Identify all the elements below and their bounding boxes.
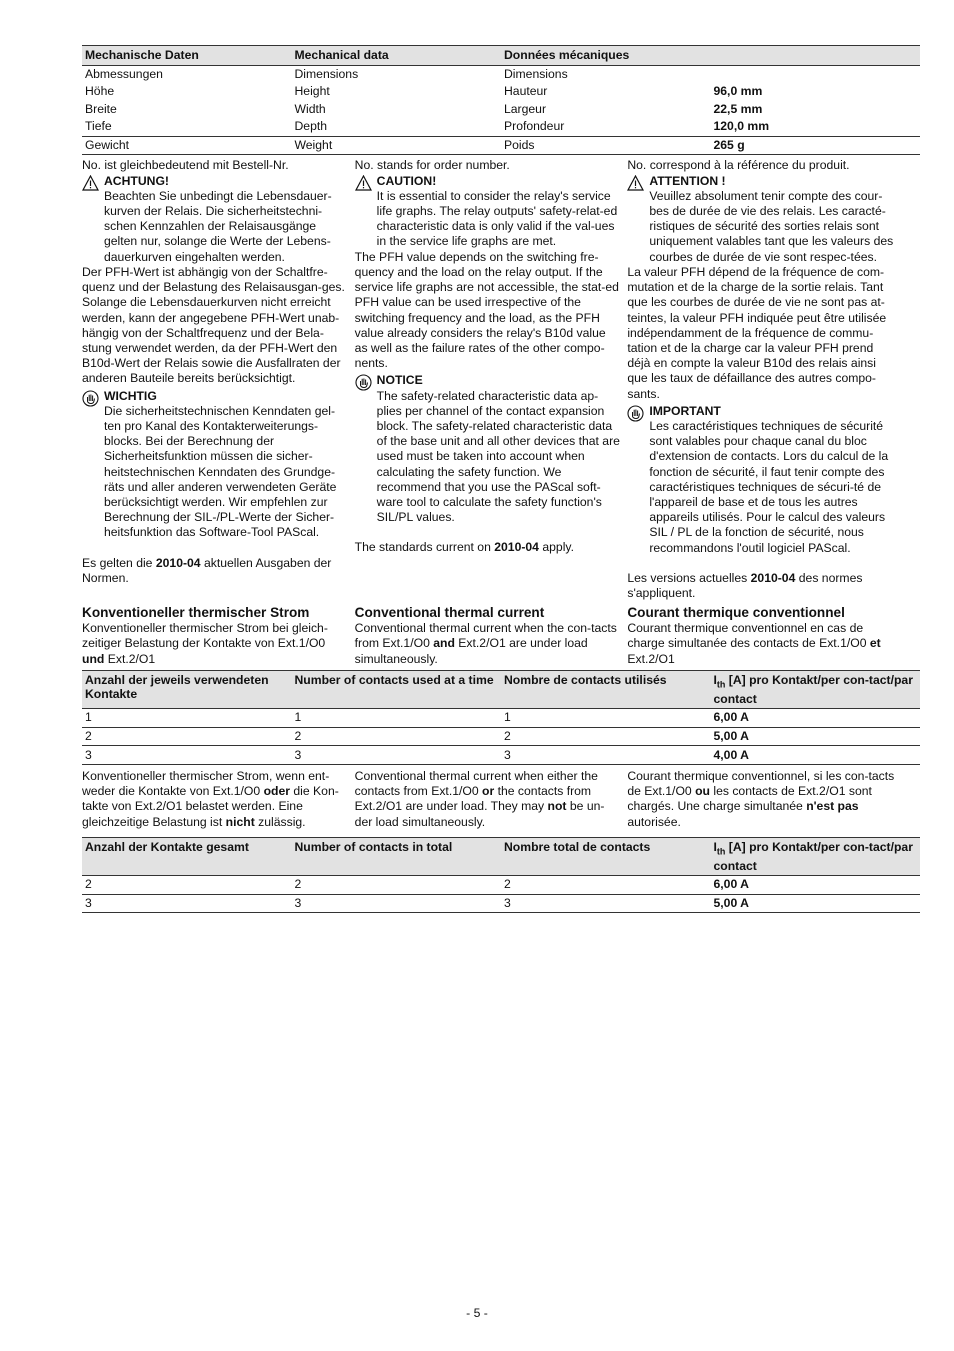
section-text-part: Konventioneller thermischer Strom, wenn ent-weder die Kontakte von Ext.1/O0 xyxy=(82,768,330,799)
standards-text: apply. xyxy=(538,540,574,555)
section-text xyxy=(355,621,622,667)
table-cell: Profondeur xyxy=(501,118,711,136)
section-title: Courant thermique conventionnel xyxy=(627,605,845,621)
table-header-cell: Données mécaniques xyxy=(501,46,711,66)
table-cell: 6,00 A xyxy=(711,876,921,895)
table-cell: Gewicht xyxy=(82,136,292,155)
order-number-note: No. correspond à la référence du produit. xyxy=(627,158,850,173)
mechanical-data-table xyxy=(82,45,920,155)
section-text-part: Conventional thermal current when the con-tacts from Ext.1/O0 xyxy=(354,621,617,651)
thermal-column-fr xyxy=(627,605,900,667)
table-cell: Dimensions xyxy=(294,66,359,81)
table-cell: 2 xyxy=(501,727,711,746)
section-text-bold: not xyxy=(547,799,567,814)
table-header-cell xyxy=(711,46,921,66)
ith-label: I xyxy=(713,839,717,854)
standards-date: 2010-04 xyxy=(155,555,201,570)
table-cell: 5,00 A xyxy=(711,894,921,913)
section-text-part: Ext.2/O1 xyxy=(627,651,675,666)
thermal-column-en xyxy=(355,605,628,667)
table-header-cell: Anzahl der Kontakte gesamt xyxy=(82,837,292,875)
section-text-part: Ext.2/O1 are under load simultaneously. xyxy=(354,636,588,666)
notice-title: NOTICE xyxy=(376,373,423,388)
table-cell: 3 xyxy=(501,894,711,913)
table-cell: 3 xyxy=(501,746,711,765)
caution-text: Beachten Sie unbedingt die Lebensdauer-kurven der Relais. Die sicherheitstechni-schen Kennzahlen der Relaisausgänge gelten nur, solange die Werte der Lebens-dauerkurven eingehalten werden. xyxy=(104,188,332,264)
table-cell: Weight xyxy=(292,136,502,155)
section-text-bold: et xyxy=(869,636,881,651)
notice-text: Les caractéristiques techniques de sécurité sont valables pour chaque canal du bloc d'extension de contacts. Lors du calcul de la fonction de sécurité, il faut tenir compte des caractéristiques techniques de sécuri-té de l'appareil de base et de tous les autres appareils utilisés. Pour le calcul des valeurs SIL / PL de la fonction de sécurité, nous recommandons l'outil logiciel PAScal. xyxy=(649,418,889,555)
table-cell: 3 xyxy=(82,746,292,765)
page-number: - 5 - xyxy=(466,1306,488,1320)
table-row xyxy=(82,83,920,101)
table-row xyxy=(82,65,920,83)
either-column-fr xyxy=(627,769,900,830)
table-row xyxy=(82,727,920,746)
table-header-cell xyxy=(711,670,921,708)
caution-block xyxy=(627,174,896,265)
warning-triangle-icon xyxy=(355,174,377,250)
caution-title: ACHTUNG! xyxy=(104,173,169,188)
ith-label-rest: [A] pro Kontakt/per con-tact/par contact xyxy=(713,672,913,706)
notice-title: IMPORTANT xyxy=(649,403,721,418)
table-cell: 1 xyxy=(82,709,292,728)
table-cell: 22,5 mm xyxy=(713,101,763,116)
section-text-bold: und xyxy=(82,651,105,666)
order-number-note: No. stands for order number. xyxy=(354,158,510,173)
warning-triangle-icon xyxy=(82,174,104,265)
table-header-cell: Anzahl der jeweils verwendeten Kontakte xyxy=(82,670,292,708)
notes-column-en xyxy=(355,158,628,601)
section-text xyxy=(627,621,896,667)
standards-text: aktuellen Ausgaben der Normen. xyxy=(82,555,332,585)
notes-section xyxy=(82,158,900,601)
table-cell: 4,00 A xyxy=(711,746,921,765)
section-text-bold: and xyxy=(433,636,455,651)
notice-title: WICHTIG xyxy=(104,388,157,403)
hand-notice-icon xyxy=(627,404,649,556)
notice-block xyxy=(82,389,349,541)
section-text-bold: n'est pas xyxy=(806,799,859,814)
table-header-row xyxy=(82,670,920,708)
ith-subscript: th xyxy=(716,846,726,857)
section-text xyxy=(82,769,349,830)
hand-notice-icon xyxy=(355,373,377,525)
contacts-used-table xyxy=(82,670,920,765)
table-row xyxy=(82,101,920,119)
standards-text: Es gelten die xyxy=(82,555,156,570)
table-cell: 96,0 mm xyxy=(713,84,763,99)
thermal-column-de xyxy=(82,605,355,667)
order-number-note: No. ist gleichbedeutend mit Bestell-Nr. xyxy=(82,158,289,173)
page-content xyxy=(82,45,913,913)
section-text-part: die Kon-takte von Ext.2/O1 belastet werden. Eine gleichzeitige Belastung ist xyxy=(82,784,339,829)
table-header-cell xyxy=(711,837,921,875)
table-row xyxy=(82,118,920,136)
table-cell: Width xyxy=(294,101,326,116)
standards-note xyxy=(82,556,349,586)
section-text-bold: or xyxy=(482,784,495,799)
table-cell: Height xyxy=(294,84,330,99)
pfh-text: The PFH value depends on the switching fre-quency and the load on the relay output. If the service life graphs are not accessible, the stat-ed PFH value can be used irrespective of the switching frequency and the load, as the PFH value already considers the relay's B10d value as well as the failure rates of the other compo-nents. xyxy=(354,249,619,371)
section-text xyxy=(355,769,622,830)
table-cell: Hauteur xyxy=(504,84,548,99)
section-text-part: autorisée. xyxy=(627,814,681,829)
thermal-current-section xyxy=(82,605,900,667)
table-cell: 6,00 A xyxy=(711,709,921,728)
table-cell: Largeur xyxy=(504,101,547,116)
table-header-cell: Mechanische Daten xyxy=(82,46,292,66)
caution-block xyxy=(355,174,622,250)
notice-text: The safety-related characteristic data ap-plies per channel of the contact expansion block. The safety-related characteristic data of the base unit and all other devices that are used must be taken into account when calculating the safety function. We recommend that you use the PAScal soft-ware tool to calculate the safety function's SIL/PL values. xyxy=(376,388,620,525)
section-text-part: Konventioneller thermischer Strom bei gleich-zeitiger Belastung der Kontakte von Ext.1/O0 xyxy=(82,621,328,651)
table-cell xyxy=(711,65,921,83)
table-header-row xyxy=(82,837,920,875)
section-title: Konventioneller thermischer Strom xyxy=(82,605,310,621)
section-text xyxy=(82,621,349,667)
table-cell: 5,00 A xyxy=(711,727,921,746)
caution-text: Veuillez absolument tenir compte des cour-bes de durée de vie des relais. Les caracté-ristiques de sécurité des sorties relais sont uniquement valables tant que les valeurs des courbes de durée de vie sont respec-tées. xyxy=(649,188,894,264)
table-cell: 2 xyxy=(292,876,502,895)
section-text-part: les contacts de Ext.2/O1 sont chargés. Une charge simultanée xyxy=(627,784,872,814)
table-header-cell: Mechanical data xyxy=(292,46,502,66)
table-cell: 2 xyxy=(292,727,502,746)
hand-notice-icon xyxy=(82,389,104,541)
table-cell: Poids xyxy=(501,136,711,155)
table-cell: 2 xyxy=(82,876,292,895)
standards-text: The standards current on xyxy=(354,540,495,555)
table-cell: Dimensions xyxy=(504,66,568,81)
table-cell: 3 xyxy=(292,746,502,765)
table-cell: 3 xyxy=(82,894,292,913)
table-cell: 2 xyxy=(82,727,292,746)
caution-title: CAUTION! xyxy=(376,173,437,188)
notes-column-de xyxy=(82,158,355,601)
ith-label: I xyxy=(713,672,717,687)
table-row xyxy=(82,709,920,728)
table-cell: 120,0 mm xyxy=(711,118,921,136)
table-cell: 3 xyxy=(292,894,502,913)
standards-note xyxy=(355,540,622,555)
caution-block xyxy=(82,174,349,265)
table-row xyxy=(82,746,920,765)
section-text-bold: oder xyxy=(263,784,290,799)
ith-subscript: th xyxy=(716,679,726,690)
standards-text: des normes s'appliquent. xyxy=(627,570,863,600)
caution-text: It is essential to consider the relay's service life graphs. The relay outputs' safety-relat-ed characteristic data is only valid if the val-ues in the service life graphs are met. xyxy=(376,188,618,249)
either-column-de xyxy=(82,769,355,830)
standards-date: 2010-04 xyxy=(750,570,796,585)
table-cell: 1 xyxy=(501,709,711,728)
table-header-row xyxy=(82,46,920,66)
either-column-en xyxy=(355,769,628,830)
table-row xyxy=(82,136,920,155)
table-row xyxy=(82,876,920,895)
notice-block xyxy=(627,404,896,556)
table-cell: 1 xyxy=(292,709,502,728)
pfh-text: La valeur PFH dépend de la fréquence de com-mutation et de la charge de la sortie relais. Tant que les courbes de durée de vie ne sont pas at-teintes, la valeur PFH indiquée peut être utilisée indépendamment de la fréquence de commu-tation et de la charge car la valeur PFH prend déjà en compte la valeur B10d des relais ainsi que les taux de défaillance des autres compo-sants. xyxy=(627,264,887,401)
notice-text: Die sicherheitstechnischen Kenndaten gel-ten pro Kanal des Kontakterweiterungs-blocks. Bei der Berechnung der Sicherheitsfunktion müssen die sicher-heitstechnischen Kenndaten des Grundge-räts und aller anderen verwendeten Geräte berücksichtigt werden. Wir empfehlen zur Berechnung der SIL-/PL-Werte der Sicher-heitsfunktion das Software-Tool PAScal. xyxy=(104,403,337,540)
pfh-text-2: Solange die Lebensdauerkurven nicht erreicht werden, kann der angegebene PFH-Wert unab-hängig von der Schaltfrequenz und der Bela-stung verwendet werden, da der PFH-Wert den B10d-Wert der Relais sowie die Ausfallraten der anderen Bauteile bereits berücksichtigt. xyxy=(82,295,341,386)
contacts-total-table xyxy=(82,837,920,914)
table-cell: 265 g xyxy=(711,136,921,155)
table-header-cell: Number of contacts used at a time xyxy=(292,670,502,708)
table-cell: 2 xyxy=(501,876,711,895)
warning-triangle-icon xyxy=(627,174,649,265)
table-row xyxy=(82,894,920,913)
section-text-part: zulässig. xyxy=(254,814,306,829)
section-text-bold: nicht xyxy=(225,814,255,829)
either-section xyxy=(82,769,900,830)
section-text-part: the contacts from Ext.2/O1 are under load. They may xyxy=(354,784,592,814)
table-cell: Depth xyxy=(292,118,502,136)
table-cell: Tiefe xyxy=(82,118,292,136)
section-text-part: Courant thermique conventionnel, si les con-tacts de Ext.1/O0 xyxy=(627,768,895,799)
section-text-bold: ou xyxy=(695,784,710,799)
notice-block xyxy=(355,373,622,525)
section-text-part: Courant thermique conventionnel en cas de charge simultanée des contacts de Ext.1/O0 xyxy=(627,621,870,651)
pfh-text: Der PFH-Wert ist abhängig von der Schaltfre-quenz und der Belastung des Relaisausgan-ges. xyxy=(82,264,345,295)
ith-label-rest: [A] pro Kontakt/per con-tact/par contact xyxy=(713,839,913,873)
table-cell: Höhe xyxy=(85,84,115,99)
caution-title: ATTENTION ! xyxy=(649,173,726,188)
section-text-part: Conventional thermal current when either the contacts from Ext.1/O0 xyxy=(354,768,598,799)
notes-column-fr xyxy=(627,158,900,601)
table-header-cell: Number of contacts in total xyxy=(292,837,502,875)
section-text xyxy=(627,769,896,830)
section-text-part: Ext.2/O1 xyxy=(104,651,156,666)
table-cell: Breite xyxy=(85,101,117,116)
standards-note xyxy=(627,571,896,601)
section-text-part: be un-der load simultaneously. xyxy=(354,799,605,829)
table-cell: Abmessungen xyxy=(85,66,163,81)
section-title: Conventional thermal current xyxy=(354,605,545,621)
standards-date: 2010-04 xyxy=(494,540,539,555)
standards-text: Les versions actuelles xyxy=(627,570,751,585)
table-header-cell: Nombre total de contacts xyxy=(501,837,711,875)
table-header-cell: Nombre de contacts utilisés xyxy=(501,670,711,708)
